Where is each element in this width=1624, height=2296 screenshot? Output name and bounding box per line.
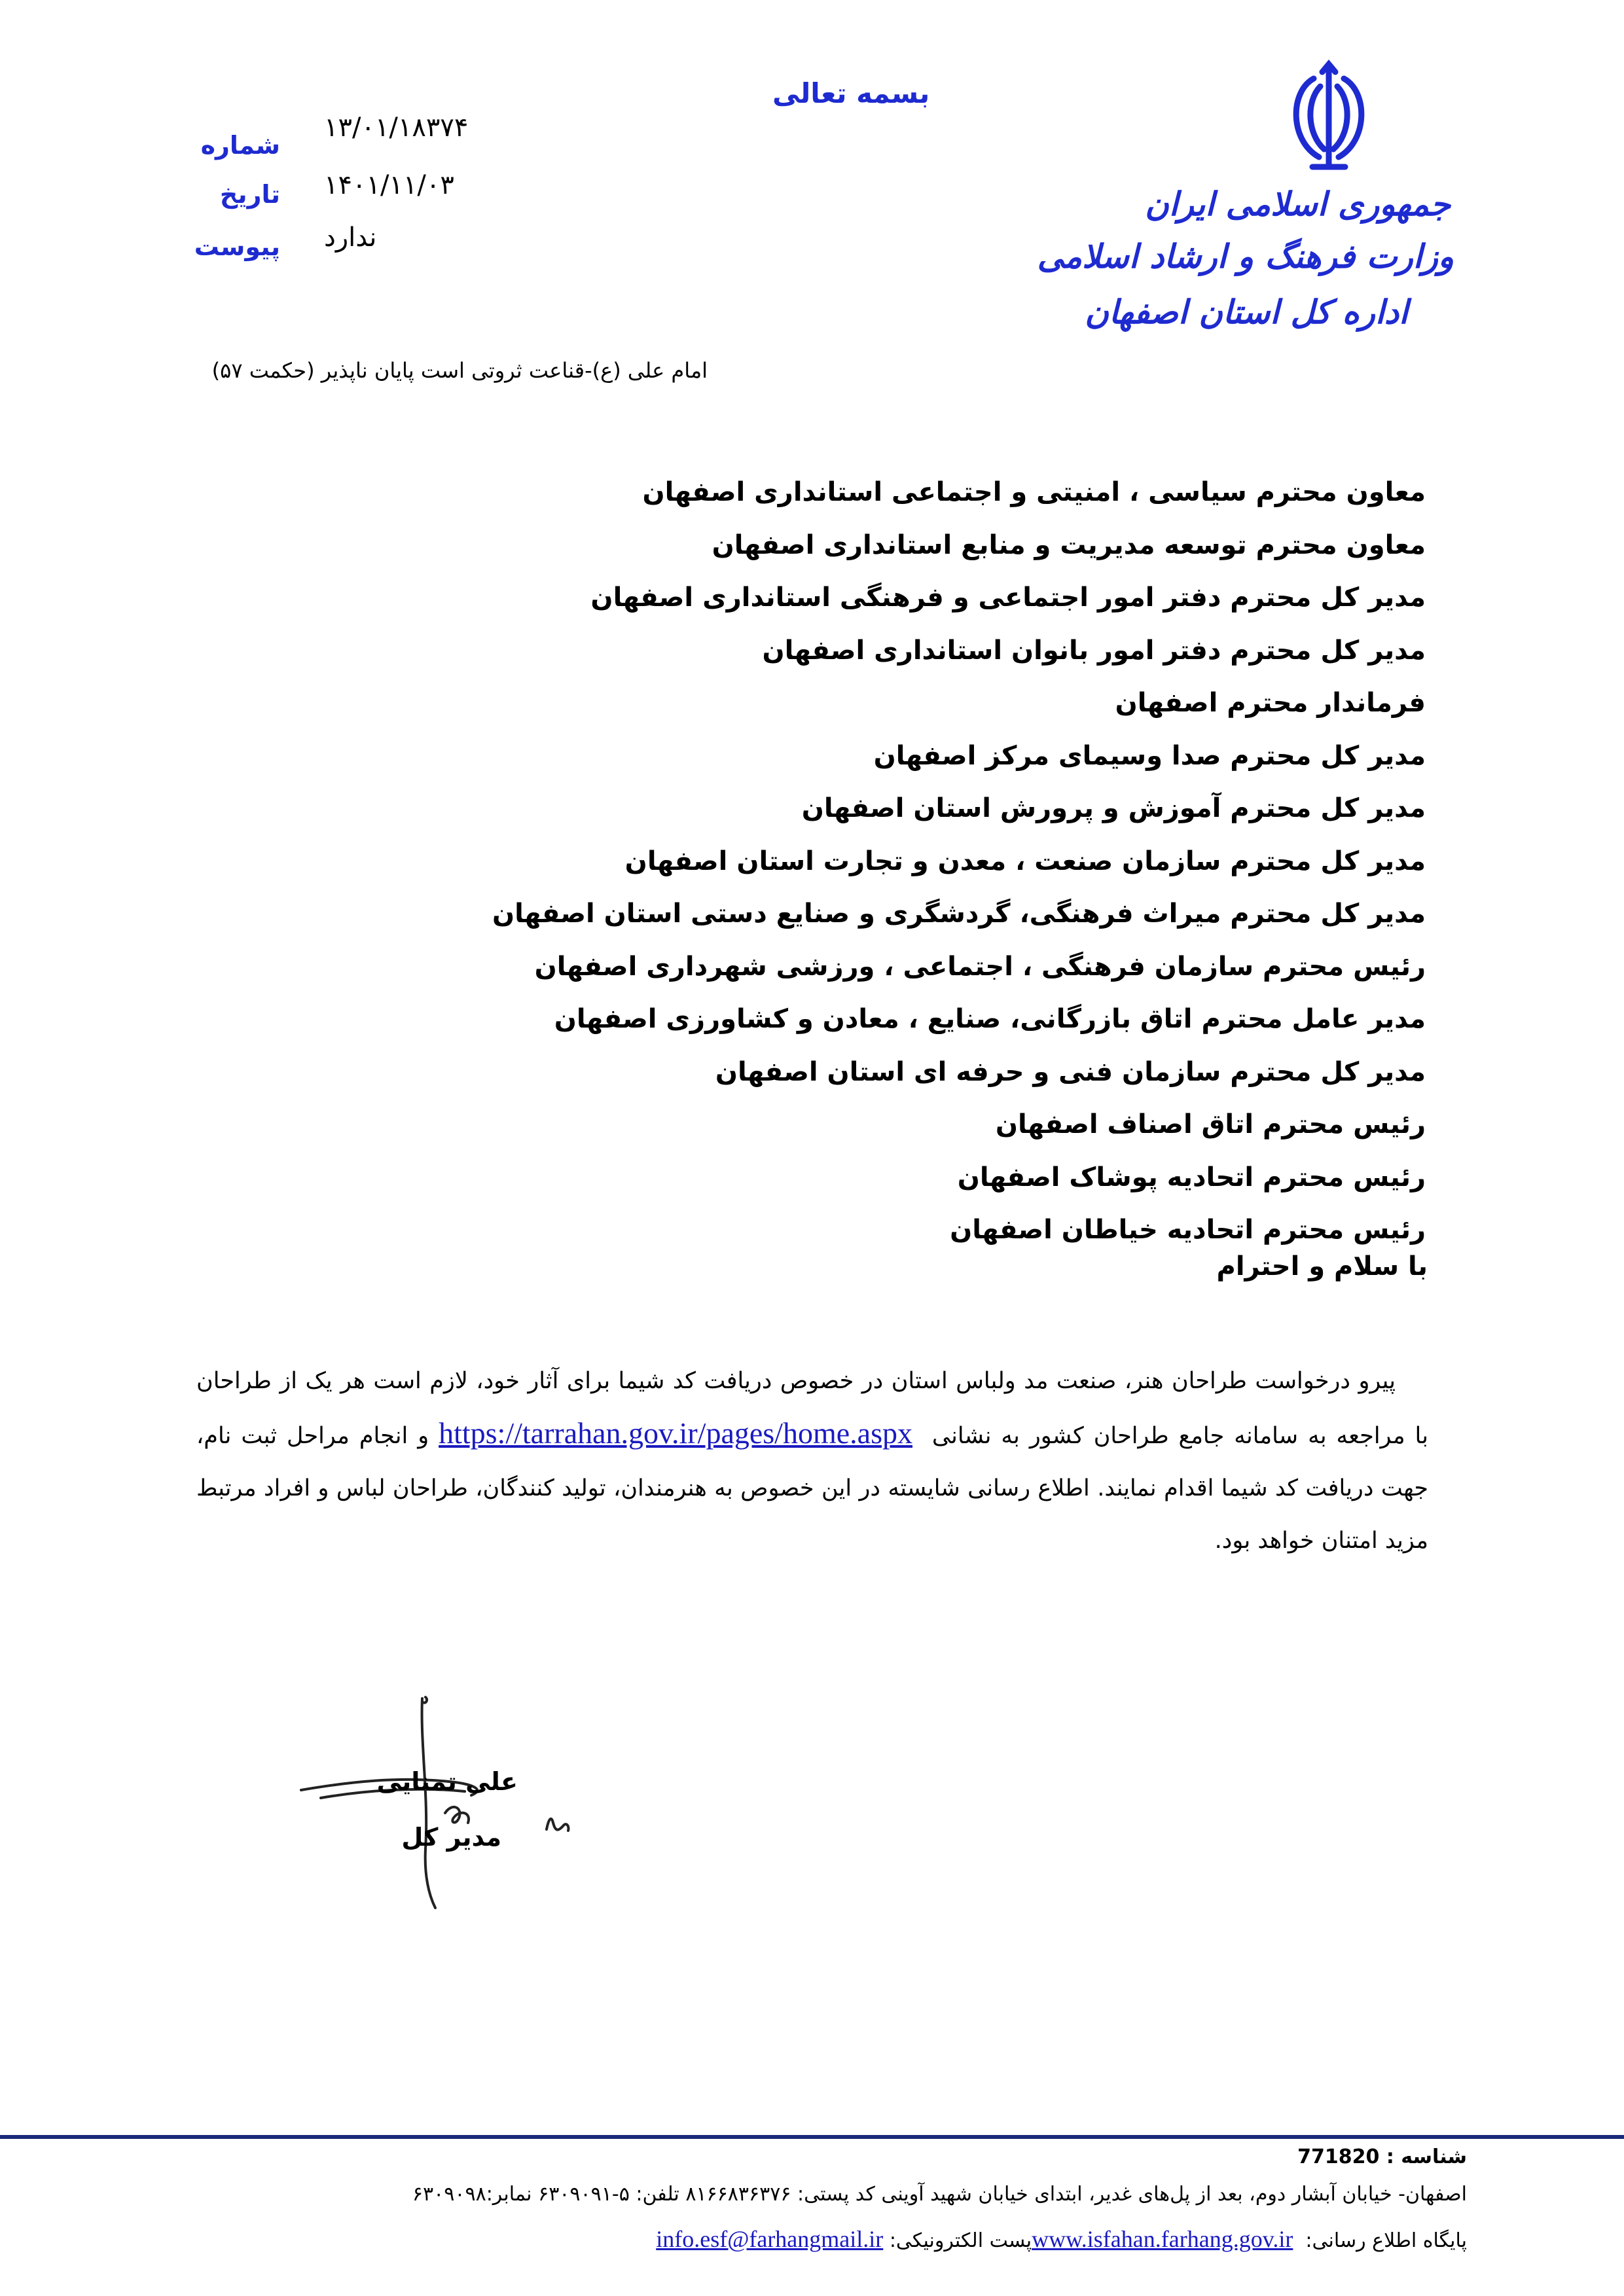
recipient-item: مدیر کل محترم دفتر امور بانوان استانداری اصفهان xyxy=(762,635,1426,666)
signer-title: مدیر کل xyxy=(401,1823,501,1852)
recipient-item: رئیس محترم سازمان فرهنگی ، اجتماعی ، ورزشی شهرداری اصفهان xyxy=(534,951,1426,982)
recipient-item: مدیر کل محترم دفتر امور اجتماعی و فرهنگی استانداری اصفهان xyxy=(590,583,1426,613)
footer-web-label: پایگاه اطلاع رسانی: xyxy=(1305,2229,1467,2252)
tarrahan-link[interactable]: https://tarrahan.gov.ir/pages/home.aspx xyxy=(439,1416,912,1450)
bismillah-heading: بسمه تعالی xyxy=(772,77,930,109)
greeting: با سلام و احترام xyxy=(1216,1251,1428,1282)
body-text-part1: پیرو درخواست طراحان هنر، صنعت مد ولباس استان در خصوص دریافت کد شیما برای آثار خود، لازم است هر یک از طراحان با مراجعه به سامانه جامع طراحان کشور به نشانی xyxy=(196,1368,1428,1449)
letter-date-label: تاریخ xyxy=(219,180,280,209)
footer-contact-line xyxy=(656,2225,1467,2253)
letter-attachment-label: پیوست xyxy=(194,232,280,261)
letter-date-value: ۱۴۰۱/۱۱/۰۳ xyxy=(324,170,454,200)
recipient-item: رئیس محترم اتاق اصناف اصفهان xyxy=(995,1109,1426,1139)
recipient-item: مدیر کل محترم میراث فرهنگی، گردشگری و صنایع دستی استان اصفهان xyxy=(492,899,1426,929)
letter-number-label: شماره xyxy=(200,131,280,160)
footer-email-link[interactable]: info.esf@farhangmail.ir xyxy=(656,2226,884,2252)
body-text-part2: و انجام مراحل ثبت نام، جهت دریافت کد شیما اقدام نمایند. اطلاع رسانی شایسته در این خصوص به هنرمندان، تولید کنندگان، طراحان لباس و افراد مرتبط مزید امتنان خواهد بود. xyxy=(196,1423,1428,1554)
footer-id-line xyxy=(1297,2145,1467,2168)
footer-divider xyxy=(0,2135,1624,2139)
iran-emblem-icon xyxy=(1273,59,1384,183)
recipient-item: مدیر کل محترم سازمان فنی و حرفه ای استان اصفهان xyxy=(715,1056,1426,1087)
signer-name: علی تمنایی xyxy=(376,1767,518,1796)
recipient-item: مدیر کل محترم صدا وسیمای مرکز اصفهان xyxy=(873,740,1426,771)
letter-attachment-value: ندارد xyxy=(324,223,377,253)
handwritten-signature xyxy=(295,1692,576,1914)
ministry-line-country: جمهوری اسلامی ایران xyxy=(1145,185,1451,223)
ministry-line-office: اداره کل استان اصفهان xyxy=(1085,293,1408,331)
recipient-item: فرماندار محترم اصفهان xyxy=(1115,688,1426,718)
recipient-item: مدیر کل محترم سازمان صنعت ، معدن و تجارت استان اصفهان xyxy=(624,846,1426,876)
letter-number-value: ۱۳/۰۱/۱۸۳۷۴ xyxy=(324,113,469,143)
footer-id-value: 771820 xyxy=(1297,2145,1380,2168)
footer-address: اصفهان- خیابان آبشار دوم، بعد از پل‌های غدیر، ابتدای خیابان شهید آوینی کد پستی: ۸۱۶۶۸۳۶۳۷۶ تلفن: ۵-۶۳۰۹۰۹۱ نمابر:۶۳۰۹۰۹۸ xyxy=(412,2183,1467,2206)
recipient-item: مدیر کل محترم آموزش و پرورش استان اصفهان xyxy=(801,793,1426,823)
recipient-item: معاون محترم سیاسی ، امنیتی و اجتماعی استانداری اصفهان xyxy=(642,477,1426,507)
header-quote: امام علی (ع)-قناعت ثروتی است پایان ناپذیر (حکمت ۵۷) xyxy=(211,358,708,383)
footer-email-label: پست الکترونیکی: xyxy=(889,2229,1032,2252)
recipient-item: رئیس محترم اتحادیه پوشاک اصفهان xyxy=(957,1162,1426,1193)
letter-body xyxy=(196,1355,1428,1567)
ministry-line-ministry: وزارت فرهنگ و ارشاد اسلامی xyxy=(1037,238,1454,276)
footer-website-link[interactable]: www.isfahan.farhang.gov.ir xyxy=(1032,2226,1293,2252)
recipient-item: معاون محترم توسعه مدیریت و منابع استانداری اصفهان xyxy=(712,529,1426,560)
recipient-list xyxy=(182,466,1426,1257)
footer-id-label: شناسه : xyxy=(1386,2145,1467,2168)
recipient-item: مدیر عامل محترم اتاق بازرگانی، صنایع ، معادن و کشاورزی اصفهان xyxy=(554,1004,1426,1034)
recipient-item: رئیس محترم اتحادیه خیاطان اصفهان xyxy=(950,1215,1426,1245)
